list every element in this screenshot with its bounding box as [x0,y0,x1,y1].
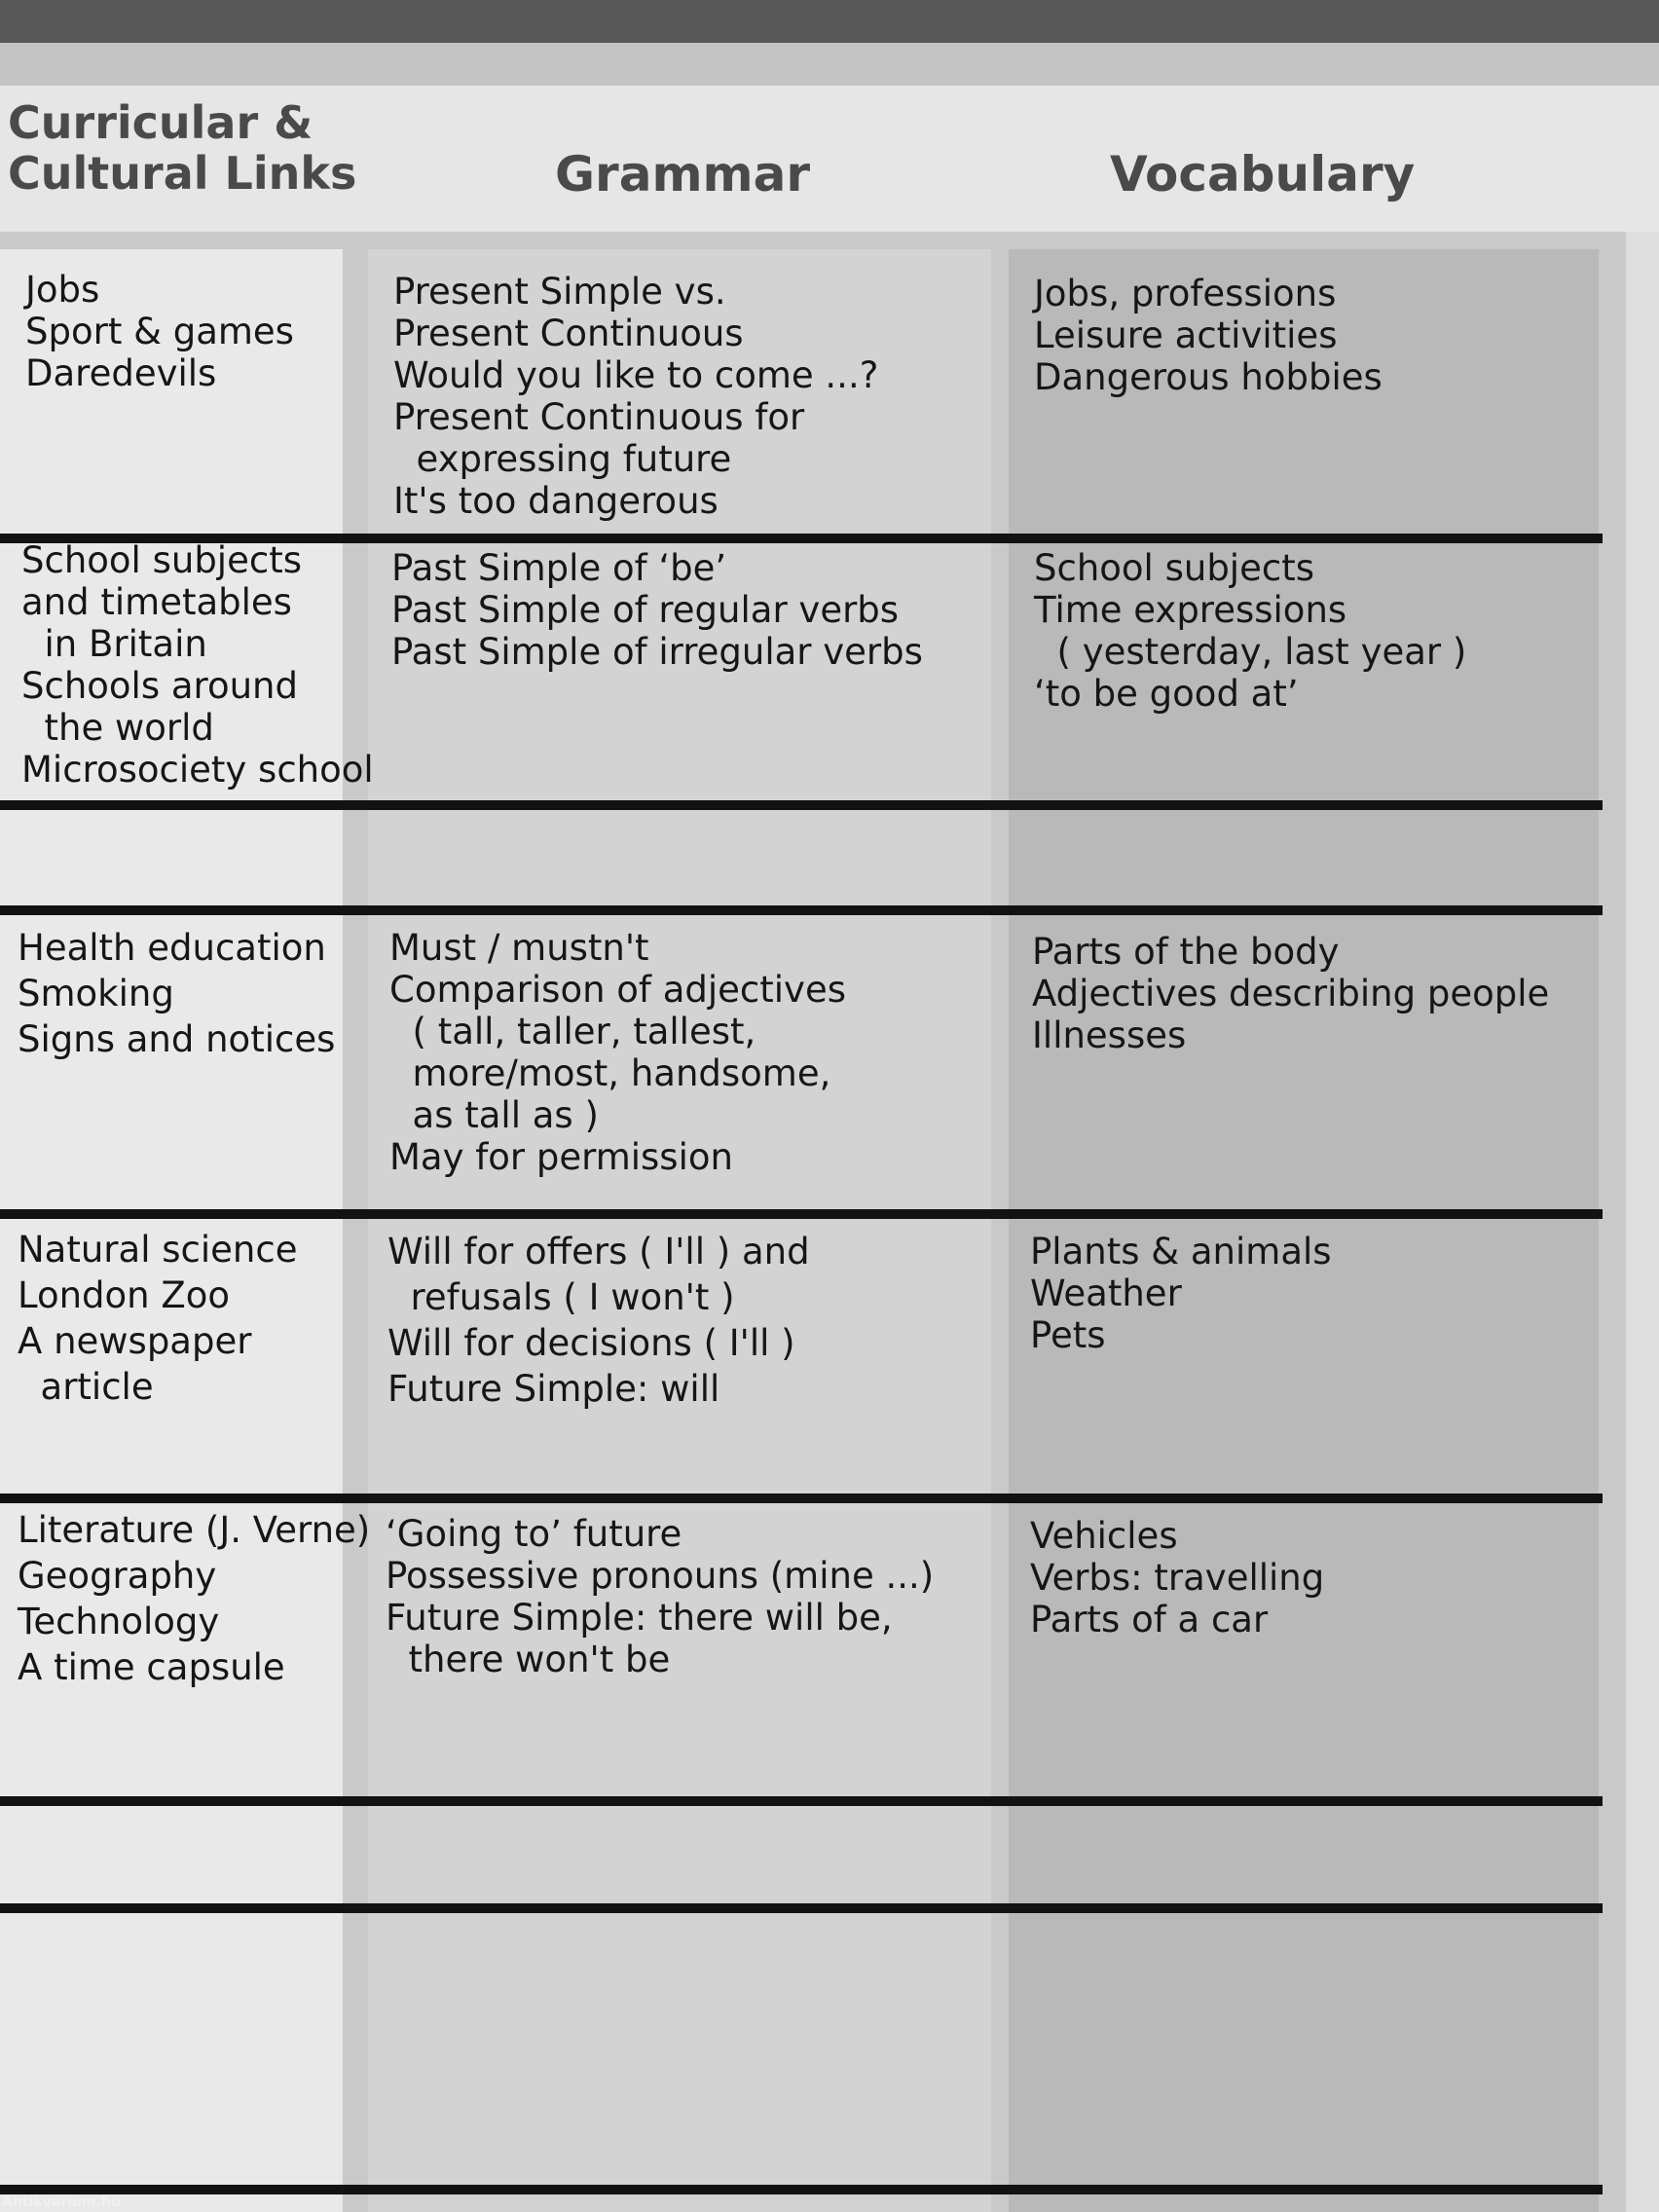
list-item: Adjectives describing people [1032,973,1550,1014]
list-item: ‘to be good at’ [1034,673,1299,715]
row-divider [0,905,1603,915]
list-item: Natural science [18,1229,298,1271]
list-item: A newspaper [18,1320,252,1362]
row-divider [0,2185,1603,2194]
top-light-strip [0,43,1659,86]
list-item: Plants & animals [1030,1231,1332,1272]
list-item: refusals ( I won't ) [387,1276,735,1318]
list-item: in Britain [21,623,207,665]
row-divider [0,1209,1603,1219]
list-item: Parts of a car [1030,1599,1269,1641]
list-item: Weather [1030,1272,1182,1314]
list-item: Illnesses [1032,1014,1187,1056]
header-curricular: Curricular & Cultural Links [8,96,357,200]
list-item: Pets [1030,1314,1106,1356]
row-4-vocabulary [1032,931,1549,1056]
list-item: Past Simple of ‘be’ [391,547,727,589]
row-2-curricular [21,539,374,791]
list-item: more/most, handsome, [389,1052,831,1094]
list-item: Would you like to come ...? [393,354,879,396]
row-1-curricular [25,269,294,394]
list-item: Geography [18,1555,217,1597]
list-item: School subjects [21,539,302,581]
row-4-grammar [389,927,846,1178]
row-divider [0,800,1603,810]
list-item: Future Simple: there will be, [386,1597,893,1639]
list-item: Present Simple vs. [393,271,726,313]
list-item: Past Simple of irregular verbs [391,631,923,673]
list-item: and timetables [21,581,292,623]
list-item: Parts of the body [1032,931,1340,973]
list-item: Health education [18,927,326,969]
list-item: Will for offers ( I'll ) and [387,1231,810,1272]
top-dark-strip [0,0,1659,43]
list-item: Daredevils [25,352,217,394]
list-item: article [18,1366,154,1408]
row-divider [0,1796,1603,1806]
list-item: Leisure activities [1034,314,1338,356]
list-item: Time expressions [1034,589,1347,631]
row-2-grammar [391,547,923,673]
list-item: Past Simple of regular verbs [391,589,900,631]
list-item: Microsociety school [21,749,374,791]
header-grammar: Grammar [555,146,811,203]
list-item: May for permission [389,1136,733,1178]
row-6-curricular [18,1507,370,1690]
list-item: Verbs: travelling [1030,1557,1325,1599]
list-item: ‘Going to’ future [386,1513,682,1555]
list-item: Possessive pronouns (mine ...) [386,1555,935,1597]
list-item: Future Simple: will [387,1368,720,1410]
list-item: the world [21,707,214,749]
row-6-vocabulary [1030,1515,1324,1641]
list-item: London Zoo [18,1274,231,1316]
list-item: Schools around [21,665,298,707]
row-divider [0,1903,1603,1913]
row-4-curricular [18,925,335,1062]
list-item: ( tall, taller, tallest, [389,1011,756,1052]
row-5-vocabulary [1030,1231,1332,1356]
list-item: Jobs [25,269,100,311]
header-vocabulary: Vocabulary [1110,146,1416,203]
row-2-vocabulary [1034,547,1466,715]
list-item: Present Continuous [393,313,744,354]
list-item: Vehicles [1030,1515,1178,1557]
list-item: Comparison of adjectives [389,969,846,1011]
list-item: Must / mustn't [389,927,649,969]
list-item: Smoking [18,973,174,1014]
list-item: expressing future [393,438,732,480]
row-1-grammar [393,271,878,522]
row-1-vocabulary [1034,273,1382,398]
list-item: Dangerous hobbies [1034,356,1382,398]
list-item: School subjects [1034,547,1314,589]
list-item: Literature (J. Verne) [18,1509,371,1551]
row-5-curricular [18,1227,297,1410]
list-item: A time capsule [18,1646,285,1688]
list-item: Will for decisions ( I'll ) [387,1322,795,1364]
watermark: Antikvarium.hu [2,2194,121,2210]
list-item: there won't be [386,1639,671,1680]
list-item: Technology [18,1601,220,1642]
row-5-grammar [387,1229,810,1412]
list-item: Present Continuous for [393,396,805,438]
list-item: Sport & games [25,311,294,352]
row-divider [0,1493,1603,1503]
list-item: as tall as ) [389,1094,599,1136]
list-item: ( yesterday, last year ) [1034,631,1467,673]
list-item: Jobs, professions [1034,273,1337,314]
row-6-grammar [386,1513,934,1680]
list-item: It's too dangerous [393,480,719,522]
list-item: Signs and notices [18,1018,336,1060]
